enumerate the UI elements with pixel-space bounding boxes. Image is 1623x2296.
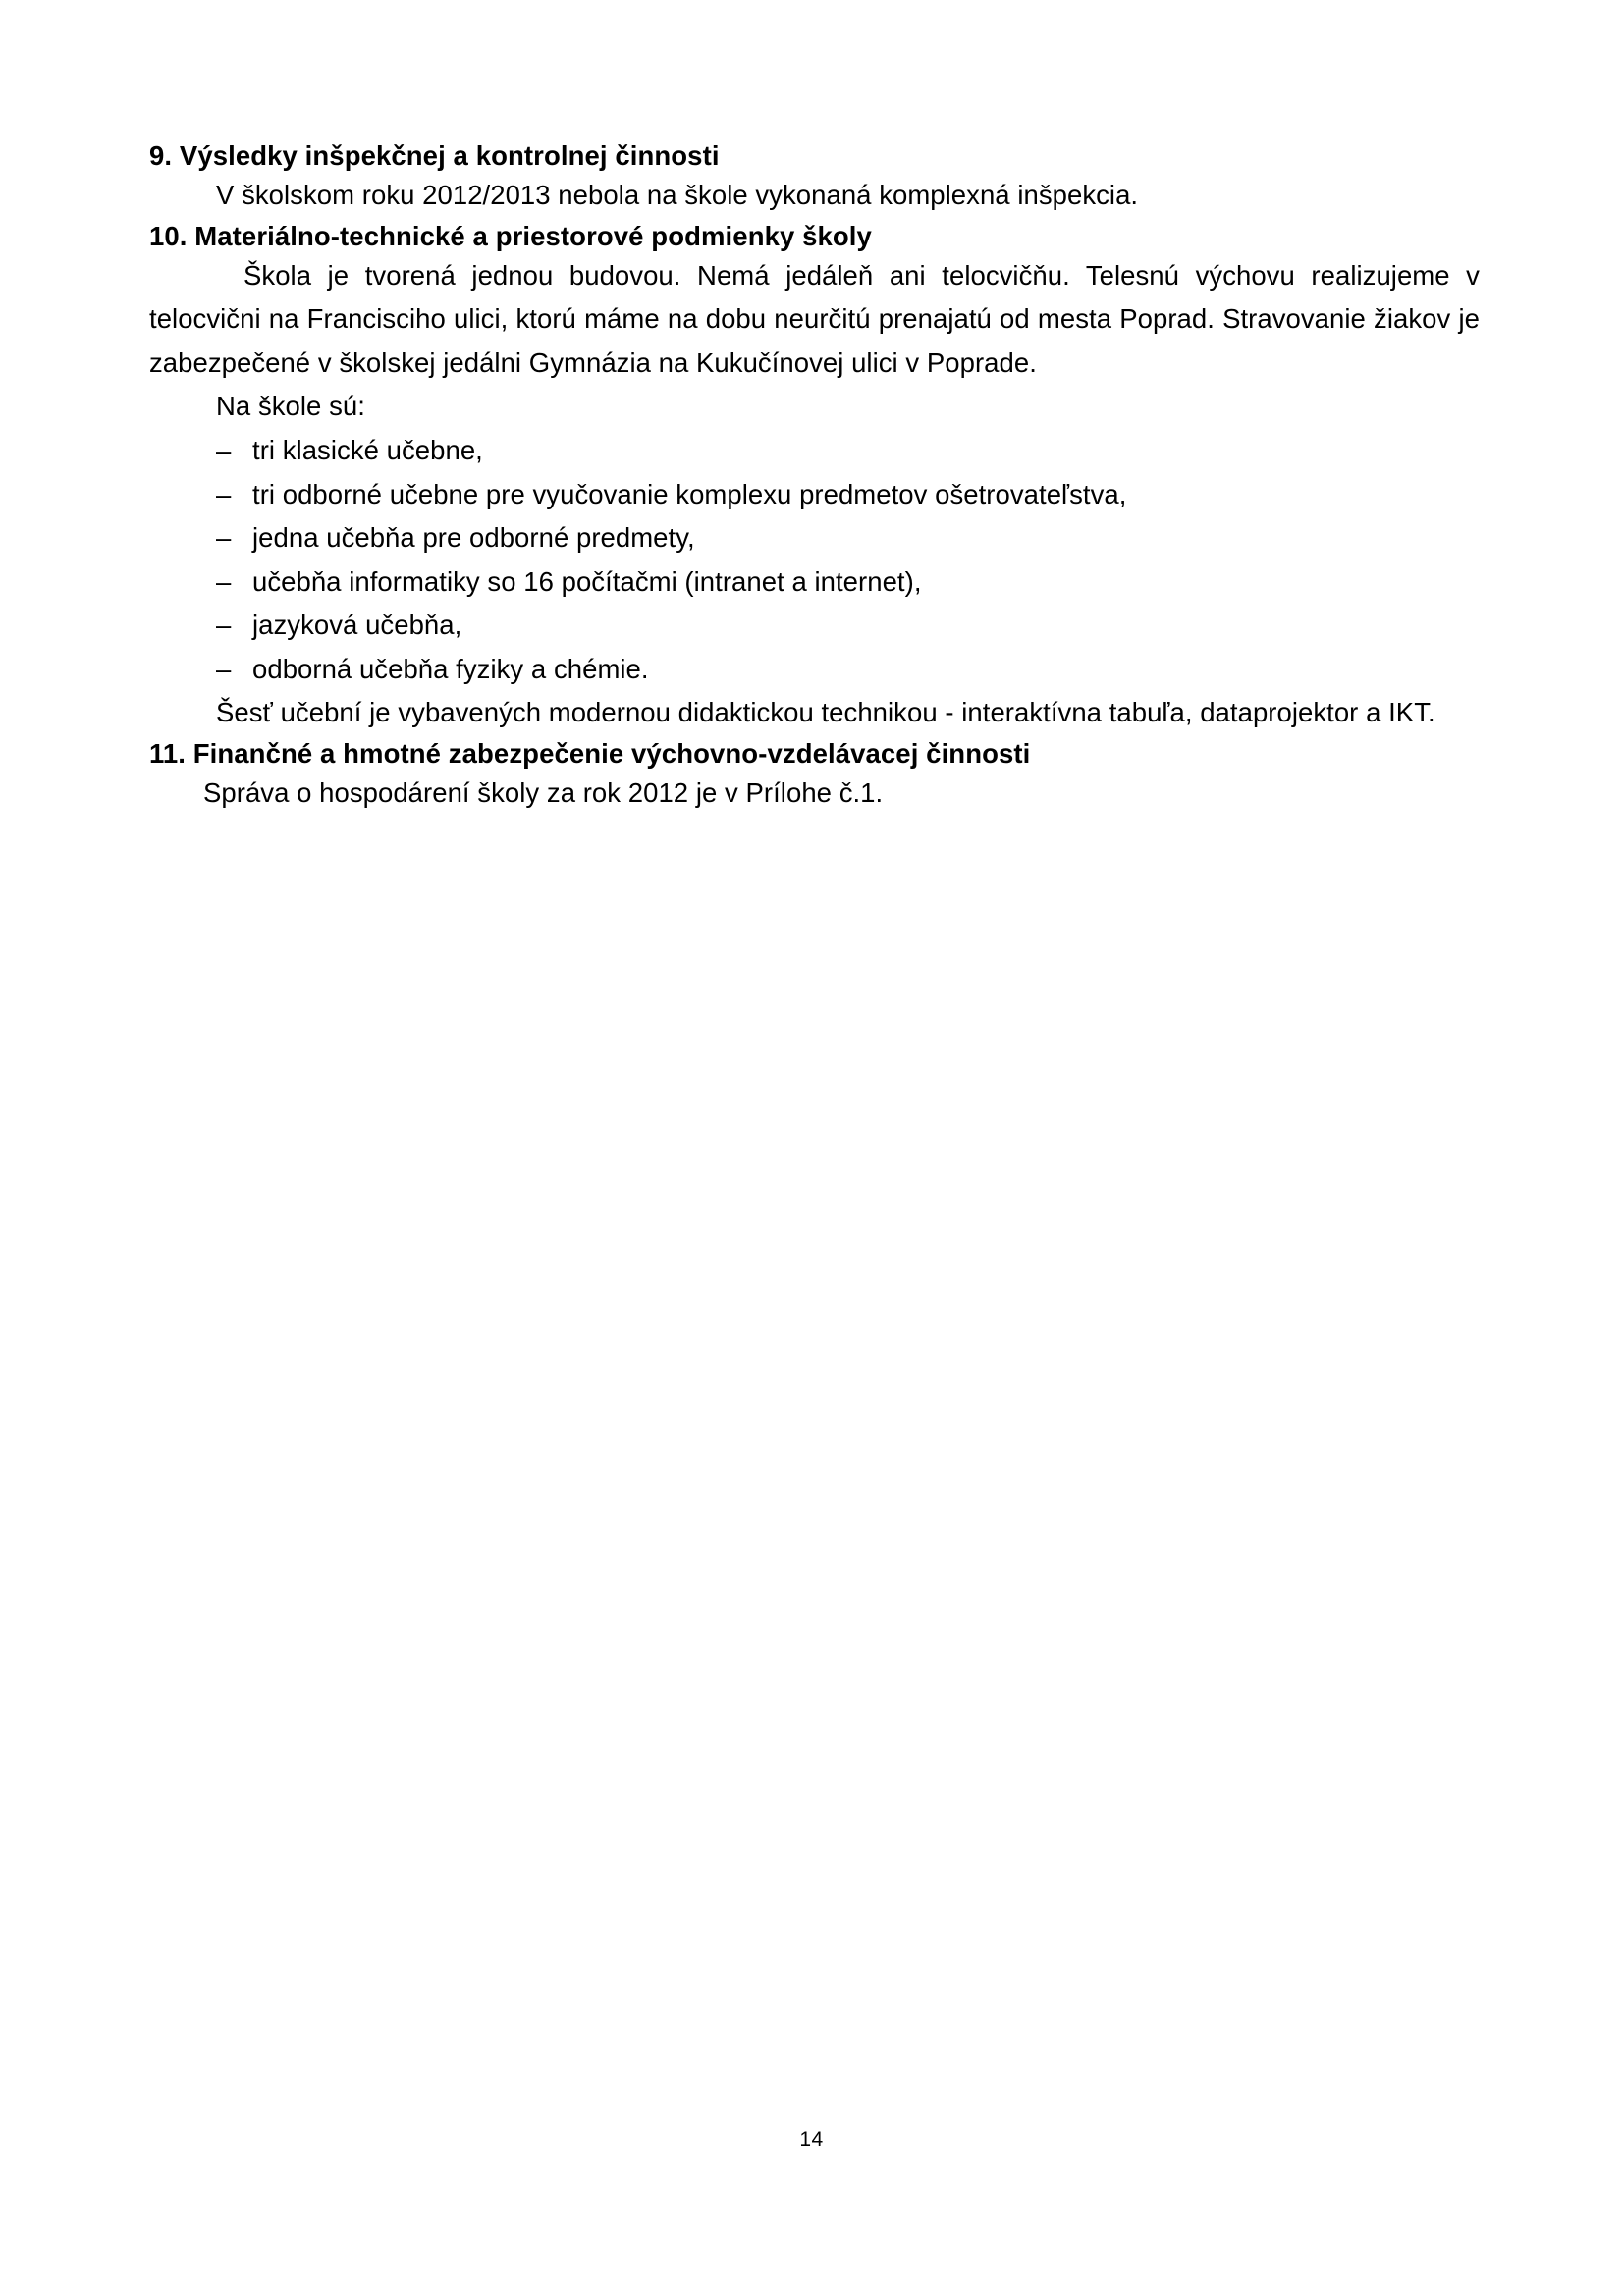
list-item: [149, 473, 1480, 517]
page-content: [149, 137, 1480, 815]
dash-bullet-icon: –: [216, 478, 232, 509]
dash-bullet-icon: –: [216, 434, 232, 465]
list-item-label: odborná učebňa fyziky a chémie.: [252, 653, 649, 684]
paragraph-financial-report: Správa o hospodárení školy za rok 2012 je v Prílohe č.1.: [203, 776, 884, 808]
dash-bullet-icon: –: [216, 653, 232, 684]
dash-bullet-icon: –: [216, 522, 232, 554]
list-item-label: učebňa informatiky so 16 počítačmi (intranet a internet),: [252, 565, 922, 597]
list-item-label: tri odborné učebne pre vyučovanie komplexu predmetov ošetrovateľstva,: [252, 478, 1127, 509]
list-item-label: jazyková učebňa,: [252, 610, 462, 641]
paragraph-inspection-result: V školskom roku 2012/2013 nebola na škole vykonaná komplexná inšpekcia.: [216, 180, 1139, 211]
section-heading-9: 9. Výsledky inšpekčnej a kontrolnej činnosti: [149, 140, 720, 171]
section-heading-10: 10. Materiálno-technické a priestorové podmienky školy: [149, 220, 872, 251]
dash-bullet-icon: –: [216, 610, 232, 641]
classroom-list: [149, 429, 1480, 691]
list-item: [149, 429, 1480, 473]
paragraph-equipped-classrooms: Šesť učební je vybavených modernou didaktickou technikou - interaktívna tabuľa, dataprojektor a IKT.: [216, 697, 1435, 728]
paragraph-school-facilities: Škola je tvorená jednou budovou. Nemá jedáleň ani telocvičňu. Telesnú výchovu realizujeme v telocvični na Francisciho ulici, ktorú máme na dobu neurčitú prenajatú od mesta Poprad. Stravovanie žiakov je zabezpečené v školskej jedálni Gymnázia na Kukučínovej ulici v Poprade.: [149, 259, 1480, 378]
list-item: [149, 604, 1480, 648]
dash-bullet-icon: –: [216, 565, 232, 597]
list-item-label: jedna učebňa pre odborné predmety,: [252, 522, 695, 554]
list-item: [149, 561, 1480, 605]
page-number-footer: 14: [799, 2128, 824, 2151]
list-item: [149, 648, 1480, 692]
paragraph-list-intro: Na škole sú:: [216, 391, 365, 422]
list-item-label: tri klasické učebne,: [252, 434, 483, 465]
section-heading-11: 11. Finančné a hmotné zabezpečenie výchovno-vzdelávacej činnosti: [149, 737, 1031, 769]
list-item: [149, 516, 1480, 561]
